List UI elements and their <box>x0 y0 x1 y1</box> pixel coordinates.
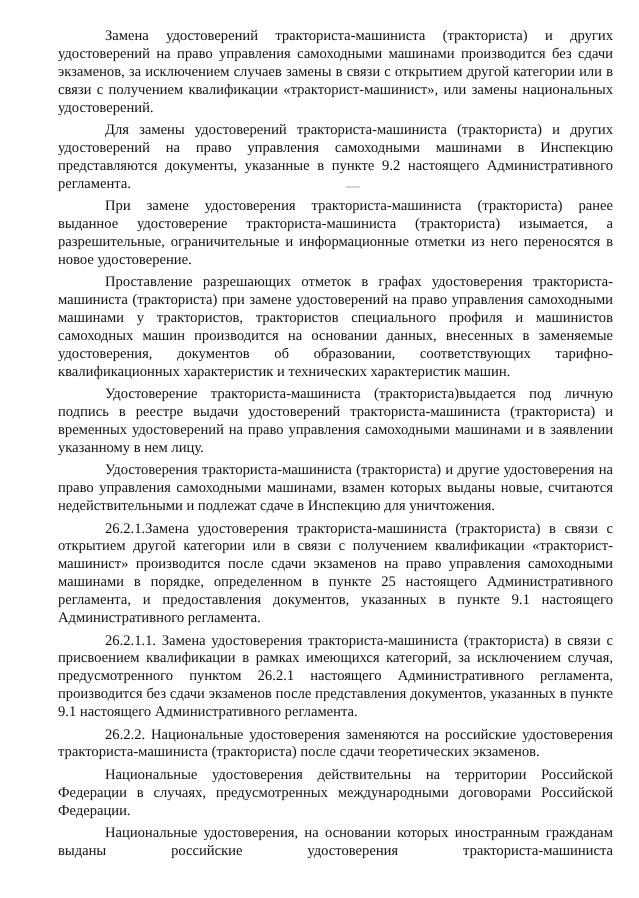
paragraph-section-26-2-2: 26.2.2. Национальные удостоверения заменяются на российские удостоверения тракториста-машиниста (тракториста) после сдачи теоретических экзаменов. <box>58 726 613 761</box>
paragraph-documents-required: Для замены удостоверений тракториста-машиниста (тракториста) и других удостоверений на право управления самоходными машинами в Инспекцию представляются документы, указанные в пункте 9.2 настоящего Административного регламента. <box>58 122 613 192</box>
paragraph-replacement-general: Замена удостоверений тракториста-машиниста (тракториста) и других удостоверений на право управления самоходными машинами производится без сдачи экзаменов, за исключением случаев замены в связи с открытием другой категории или в связи с получением квалификации «тракторист-машинист», или замены национальных удостоверений. <box>58 28 613 116</box>
paragraph-issuance-signature: Удостоверение тракториста-машиниста (тракториста)выдается под личную подпись в реестре выдачи удостоверений тракториста-машиниста (тракториста) и временных удостоверений на право управления самоходными машинами и в заявлении указанному в нем лицу. <box>58 386 613 456</box>
paragraph-permit-marks: Проставление разрешающих отметок в графах удостоверения тракториста-машиниста (тракториста) при замене удостоверений на право управления самоходными машинами у трактористов, трактористов специального профиля и машинистов самоходных машин производится на основании данных, внесенных в заменяемые удостоверения, документов об образовании, соответствующих тарифно-квалификационных характеристик и технических характеристик машин. <box>58 274 613 380</box>
paragraph-national-licenses-valid: Национальные удостоверения действительны на территории Российской Федерации в случаях, предусмотренных международными договорами Российской Федерации. <box>58 766 613 819</box>
scan-speck <box>346 186 360 188</box>
paragraph-section-26-2-1-1: 26.2.1.1. Замена удостоверения тракториста-машиниста (тракториста) в связи с присвоением квалификации в рамках имеющихся категорий, за исключением случая, предусмотренного пунктом 26.2.1 настоящего Административного регламента, производится без сдачи экзаменов после представления документов, указанных в пункте 9.1 настоящего Административного регламента. <box>58 632 613 721</box>
document-page <box>58 28 613 861</box>
paragraph-invalid-licenses: Удостоверения тракториста-машиниста (тракториста) и другие удостоверения на право управления самоходными машинами, взамен которых выданы новые, считаются недействительными и подлежат сдаче в Инспекцию для уничтожения. <box>58 462 613 515</box>
paragraph-old-license-withdrawn: При замене удостоверения тракториста-машиниста (тракториста) ранее выданное удостоверение тракториста-машиниста (тракториста) изымается, а разрешительные, ограничительные и информационные отметки из него переносятся в новое удостоверение. <box>58 198 613 268</box>
paragraph-section-26-2-1: 26.2.1.Замена удостоверения тракториста-машиниста (тракториста) в связи с открытием другой категории или в связи с получением квалификации «тракторист-машинист» производится после сдачи экзаменов на право управления самоходными машинами в порядке, определенном в пункте 25 настоящего Административного регламента, и предоставления документов, указанных в пункте 9.1 настоящего Административного регламента. <box>58 520 613 627</box>
paragraph-national-licenses-foreign: Национальные удостоверения, на основании которых иностранным гражданам выданы российские удостоверения тракториста-машиниста <box>58 825 613 859</box>
